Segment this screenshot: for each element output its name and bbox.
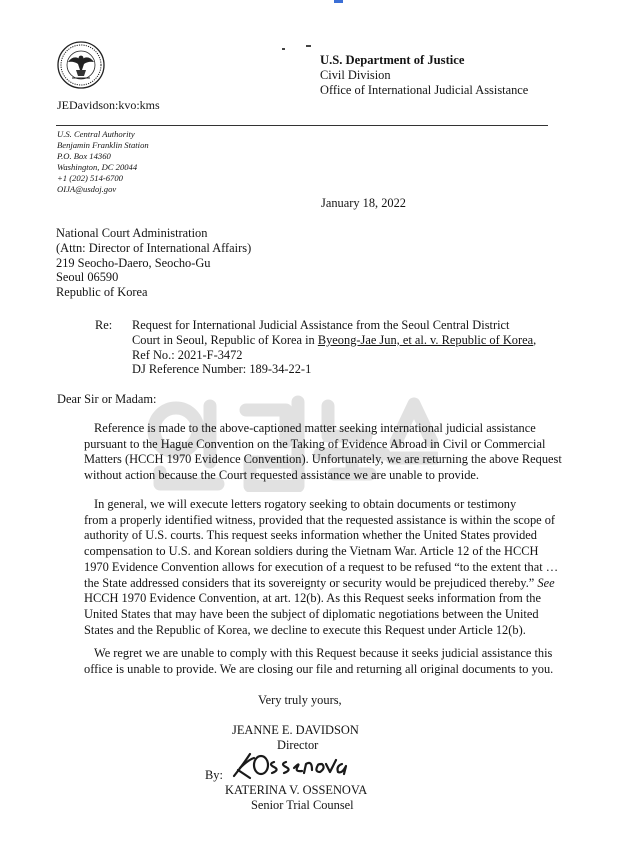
dj-reference-number: DJ Reference Number: 189-34-22-1 [132, 362, 312, 377]
see-citation: See [537, 575, 555, 590]
by-label: By: [205, 768, 223, 782]
salutation: Dear Sir or Madam: [57, 392, 157, 406]
reference-initials: JEDavidson:kvo:kms [57, 98, 160, 112]
paragraph-closing-file [84, 646, 554, 677]
letter-date: January 18, 2022 [321, 196, 406, 210]
subject-prefix: Court in Seoul, Republic of Korea in [132, 332, 318, 347]
subject-suffix: , [533, 332, 537, 347]
division-name: Civil Division [320, 68, 391, 82]
paragraph-line: pursuant to the Hague Convention on the Taking of Evidence Abroad in Civil or Commercial [84, 436, 546, 451]
office-name: Office of International Judicial Assistance [320, 83, 529, 97]
scan-mark [282, 48, 285, 50]
corner-mark [334, 0, 343, 3]
paragraph-line: without action because the Court requested assistance we are unable to provide. [84, 468, 479, 483]
department-name: U.S. Department of Justice [320, 53, 465, 67]
quote-text: the State addressed considers that its sovereignty or security would be prejudiced thereby.” [84, 575, 535, 590]
handwritten-signature [228, 748, 350, 782]
sender-line: U.S. Central Authority [57, 129, 135, 139]
signer-name: JEANNE E. DAVIDSON [232, 723, 359, 737]
paragraph-line [84, 575, 555, 592]
paragraph-line: Reference is made to the above-captioned matter seeking international judicial assistance [94, 421, 536, 435]
recipient-line: (Attn: Director of International Affairs) [56, 240, 252, 255]
valediction: Very truly yours, [258, 693, 342, 707]
paragraph-line: compensation to U.S. and Korean soldiers during the Vietnam War. Article 12 of the HCCH [84, 544, 539, 559]
subject-block [132, 318, 536, 377]
recipient-address [56, 226, 251, 300]
paragraph-line: We regret we are unable to comply with this Request because it seeks judicial assistance this [94, 646, 553, 660]
case-name: Byeong-Jae Jun, et al. v. Republic of Korea [317, 332, 534, 347]
paragraph-article-12 [84, 497, 559, 638]
agent-name: KATERINA V. OSSENOVA [225, 783, 368, 797]
sender-address [57, 129, 149, 195]
paragraph-returning-request [84, 421, 562, 484]
sender-line: +1 (202) 514-6700 [57, 173, 123, 183]
sender-email: OIJA@usdoj.gov [57, 184, 117, 194]
sender-line: P.O. Box 14360 [57, 151, 111, 161]
paragraph-line: Matters (HCCH 1970 Evidence Convention). Unfortunately, we are returning the above Request [84, 452, 562, 467]
paragraph-line: United States that may have been the subject of diplomatic negotiations between the United [84, 606, 539, 621]
paragraph-line: authority of U.S. courts. This request seeks information whether the United States provided [84, 528, 537, 543]
agent-title: Senior Trial Counsel [251, 798, 354, 812]
scan-mark [306, 45, 311, 47]
paragraph-line: from a properly identified witness, provided that the requested assistance is within the scope of [84, 512, 556, 527]
paragraph-line: States and the Republic of Korea, we decline to execute this Request under Article 12(b). [84, 622, 526, 637]
signer-title: Director [277, 738, 319, 752]
recipient-line: Seoul 06590 [56, 270, 119, 285]
subject-label: Re: [95, 318, 113, 332]
doj-seal-icon [56, 40, 106, 90]
subject-line: Request for International Judicial Assistance from the Seoul Central District [132, 318, 510, 332]
paragraph-line: HCCH 1970 Evidence Convention, at art. 12(b). As this Request seeks information from the [84, 591, 542, 606]
paragraph-line: In general, we will execute letters rogatory seeking to obtain documents or testimony [94, 497, 517, 511]
recipient-line: Republic of Korea [56, 285, 148, 300]
subject-line [132, 333, 536, 348]
reference-number: Ref No.: 2021-F-3472 [132, 347, 243, 362]
recipient-line: National Court Administration [56, 226, 208, 240]
paragraph-line: office is unable to provide. We are closing our file and returning all original documents to you. [84, 661, 554, 676]
recipient-line: 219 Seocho-Daero, Seocho-Gu [56, 255, 211, 270]
header-rule [56, 125, 548, 126]
sender-line: Benjamin Franklin Station [57, 140, 149, 150]
sender-line: Washington, DC 20044 [57, 162, 138, 172]
paragraph-line: 1970 Evidence Convention allows for execution of a request to be refused “to the extent that … [84, 559, 559, 574]
